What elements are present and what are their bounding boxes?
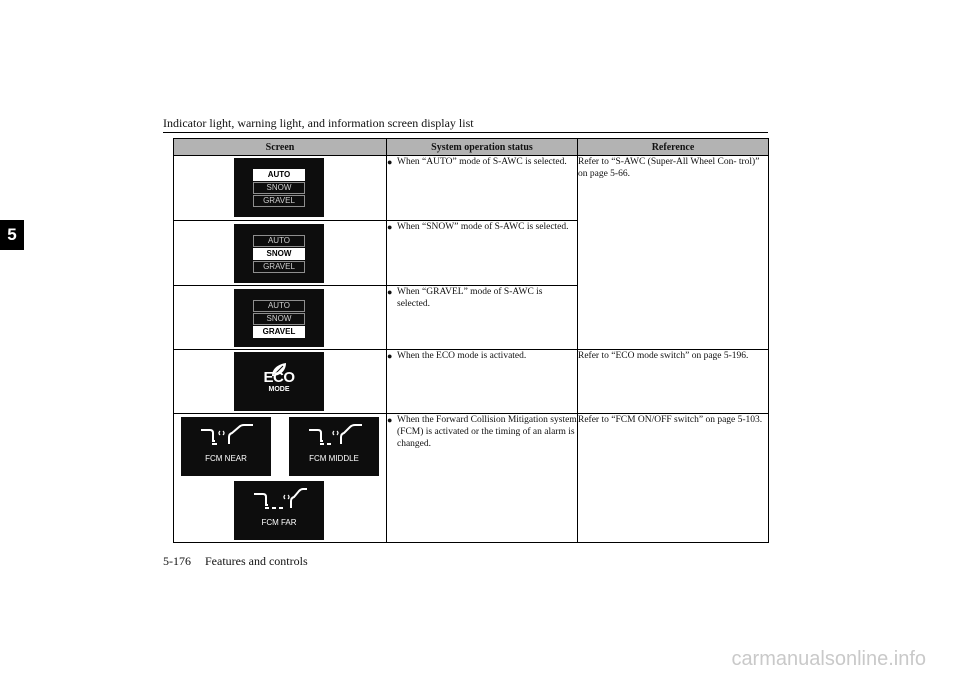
awc-panel-gravel <box>234 289 324 347</box>
status-cell <box>387 221 578 286</box>
mode-auto: AUTO <box>253 169 305 181</box>
status-text: When “GRAVEL” mode of S-AWC is selected. <box>397 287 543 309</box>
status-cell <box>387 156 578 221</box>
fcm-near-panel <box>181 417 271 476</box>
header-screen: Screen <box>174 139 387 156</box>
awc-panel-snow <box>234 224 324 283</box>
watermark: carmanualsonline.info <box>731 648 926 670</box>
fcm-far-label: FCM FAR <box>261 518 297 527</box>
status-text: When the Forward Collision Mitigation system (FCM) is activated or the timing of an alarm is changed. <box>397 415 577 449</box>
screen-cell <box>174 414 387 543</box>
fcm-middle-panel <box>289 417 379 476</box>
table-row <box>174 156 769 221</box>
fcm-middle-label: FCM MIDDLE <box>309 454 359 463</box>
header-status: System operation status <box>387 139 578 156</box>
fcm-near-label: FCM NEAR <box>205 454 247 463</box>
status-text: When “SNOW” mode of S-AWC is selected. <box>397 222 569 232</box>
awc-panel-auto <box>234 158 324 217</box>
status-text: When the ECO mode is activated. <box>397 351 527 361</box>
mode-snow: SNOW <box>253 248 305 260</box>
screen-cell <box>174 286 387 350</box>
status-cell <box>387 414 578 543</box>
screen-cell <box>174 350 387 414</box>
status-text: When “AUTO” mode of S-AWC is selected. <box>397 157 567 167</box>
section-name: Features and controls <box>205 554 308 568</box>
indicator-display-table <box>173 138 769 543</box>
eco-word: ECO <box>263 369 295 386</box>
bullet-icon: ● <box>387 157 393 167</box>
reference-cell <box>578 414 769 543</box>
reference-text: Refer to “ECO mode switch” on page 5-196. <box>578 351 749 361</box>
eco-panel <box>234 352 324 411</box>
reference-cell <box>578 350 769 414</box>
fcm-far-panel <box>234 481 324 540</box>
chapter-tab: 5 <box>0 220 24 250</box>
mode-gravel: GRAVEL <box>253 326 305 338</box>
bullet-icon: ● <box>387 351 393 361</box>
mode-snow: SNOW <box>253 182 305 194</box>
forward-collision-icon <box>307 423 363 451</box>
forward-collision-icon <box>199 423 255 451</box>
screen-cell <box>174 221 387 286</box>
mode-auto: AUTO <box>253 235 305 247</box>
bullet-icon: ● <box>387 287 393 297</box>
forward-collision-icon <box>252 487 308 515</box>
bullet-icon: ● <box>387 222 393 232</box>
mode-snow: SNOW <box>253 313 305 325</box>
table-header-row <box>174 139 769 156</box>
mode-gravel: GRAVEL <box>253 195 305 207</box>
reference-text: Refer to “FCM ON/OFF switch” on page 5-103. <box>578 415 763 425</box>
bullet-icon: ● <box>387 415 393 425</box>
mode-auto: AUTO <box>253 300 305 312</box>
eco-sub: MODE <box>268 386 290 393</box>
reference-text: Refer to “S-AWC (Super-All Wheel Con- trol)” on page 5-66. <box>578 157 760 179</box>
status-cell <box>387 350 578 414</box>
mode-gravel: GRAVEL <box>253 261 305 273</box>
header-rule <box>163 132 768 133</box>
page-number: 5-176 <box>163 554 191 568</box>
page-header-title: Indicator light, warning light, and information screen display list <box>163 116 474 130</box>
status-cell <box>387 286 578 350</box>
table-row <box>174 414 769 543</box>
header-reference: Reference <box>578 139 769 156</box>
reference-cell <box>578 156 769 350</box>
page-footer <box>163 554 308 569</box>
table-row <box>174 350 769 414</box>
screen-cell <box>174 156 387 221</box>
